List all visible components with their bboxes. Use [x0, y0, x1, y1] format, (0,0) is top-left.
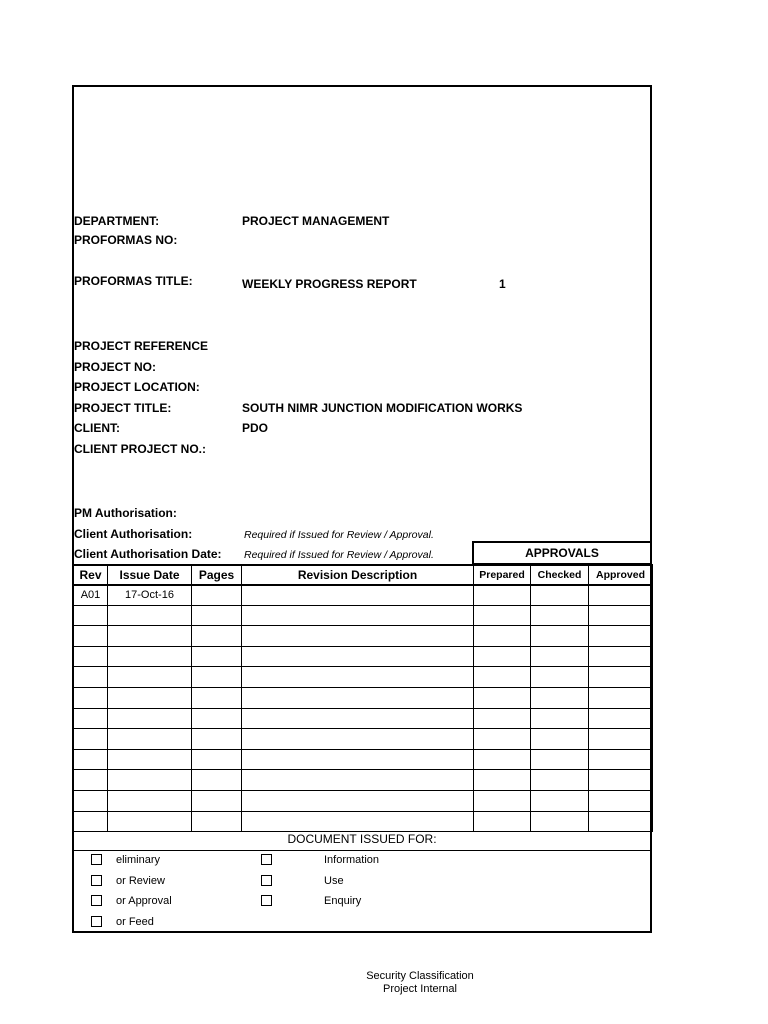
use-label: Use: [324, 875, 344, 887]
col-prepared-header: Prepared: [474, 565, 531, 585]
approvals-header: APPROVALS: [472, 541, 652, 564]
client-authorisation-date-label: Client Authorisation Date:: [74, 547, 222, 561]
issue-date-cell: [108, 729, 192, 750]
pages-cell: [192, 646, 242, 667]
checked-cell: [531, 729, 589, 750]
revision-description-cell: [242, 708, 474, 729]
pages-cell: [192, 729, 242, 750]
proformas-title-label: PROFORMAS TITLE:: [74, 274, 193, 288]
rev-cell: [74, 708, 108, 729]
rev-cell: A01: [74, 585, 108, 606]
rev-cell: [74, 729, 108, 750]
approved-cell: [589, 790, 653, 811]
checked-cell: [531, 708, 589, 729]
prepared-cell: [474, 667, 531, 688]
issue-date-cell: [108, 790, 192, 811]
table-row: [74, 667, 653, 688]
table-row: [74, 811, 653, 832]
issue-date-cell: [108, 749, 192, 770]
rev-cell: [74, 770, 108, 791]
pages-cell: [192, 687, 242, 708]
prepared-cell: [474, 749, 531, 770]
revision-description-cell: [242, 729, 474, 750]
rev-cell: [74, 667, 108, 688]
approved-cell: [589, 687, 653, 708]
project-title-value: SOUTH NIMR JUNCTION MODIFICATION WORKS: [242, 401, 523, 415]
col-issue-date-header: Issue Date: [108, 565, 192, 585]
revision-description-cell: [242, 811, 474, 832]
pages-cell: [192, 708, 242, 729]
pages-cell: [192, 790, 242, 811]
project-location-label: PROJECT LOCATION:: [74, 380, 200, 394]
col-pages-header: Pages: [192, 565, 242, 585]
prepared-cell: [474, 605, 531, 626]
checked-cell: [531, 770, 589, 791]
col-rev-header: Rev: [74, 565, 108, 585]
issue-date-cell: [108, 708, 192, 729]
for-review-label: or Review: [116, 875, 165, 887]
prepared-cell: [474, 790, 531, 811]
approved-cell: [589, 646, 653, 667]
client-authorisation-date-note: Required if Issued for Review / Approval.: [244, 549, 434, 561]
for-approval-label: or Approval: [116, 895, 172, 907]
issue-date-cell: 17-Oct-16: [108, 585, 192, 606]
prepared-cell: [474, 729, 531, 750]
prepared-cell: [474, 770, 531, 791]
pages-cell: [192, 770, 242, 791]
issue-date-cell: [108, 646, 192, 667]
pages-cell: [192, 749, 242, 770]
revision-description-cell: [242, 646, 474, 667]
approved-cell: [589, 729, 653, 750]
checked-cell: [531, 646, 589, 667]
revision-description-cell: [242, 585, 474, 606]
approved-cell: [589, 667, 653, 688]
approved-cell: [589, 605, 653, 626]
rev-cell: [74, 790, 108, 811]
for-feed-label: or Feed: [116, 916, 154, 928]
checked-cell: [531, 626, 589, 647]
table-row: [74, 687, 653, 708]
client-value: PDO: [242, 421, 269, 435]
checked-cell: [531, 811, 589, 832]
preliminary-checkbox[interactable]: [91, 854, 102, 865]
revision-description-cell: [242, 790, 474, 811]
pages-cell: [192, 626, 242, 647]
divider: [73, 850, 651, 851]
for-approval-checkbox[interactable]: [91, 895, 102, 906]
department-label: DEPARTMENT:: [74, 214, 160, 228]
department-value: PROJECT MANAGEMENT: [242, 214, 390, 228]
issue-date-cell: [108, 626, 192, 647]
rev-cell: [74, 646, 108, 667]
issue-date-cell: [108, 687, 192, 708]
checked-cell: [531, 790, 589, 811]
pages-cell: [192, 667, 242, 688]
client-authorisation-note: Required if Issued for Review / Approval.: [244, 529, 434, 541]
for-review-checkbox[interactable]: [91, 875, 102, 886]
checked-cell: [531, 667, 589, 688]
pages-cell: [192, 605, 242, 626]
revision-description-cell: [242, 605, 474, 626]
rev-cell: [74, 626, 108, 647]
issue-date-cell: [108, 605, 192, 626]
pages-cell: [192, 585, 242, 606]
checked-cell: [531, 749, 589, 770]
checked-cell: [531, 605, 589, 626]
col-checked-header: Checked: [531, 565, 589, 585]
preliminary-label: eliminary: [116, 854, 161, 866]
revision-description-cell: [242, 770, 474, 791]
rev-cell: [74, 749, 108, 770]
information-label: Information: [324, 854, 380, 866]
checked-cell: [531, 585, 589, 606]
table-row: [74, 749, 653, 770]
revision-description-cell: [242, 626, 474, 647]
security-classification-value: Project Internal: [383, 983, 457, 995]
prepared-cell: [474, 585, 531, 606]
enquiry-label: Enquiry: [324, 895, 362, 907]
revision-description-cell: [242, 687, 474, 708]
revision-table-header-row: [74, 565, 653, 585]
project-reference-label: PROJECT REFERENCE: [74, 339, 209, 353]
enquiry-checkbox[interactable]: [261, 895, 272, 906]
pages-cell: [192, 811, 242, 832]
rev-cell: [74, 605, 108, 626]
issue-date-cell: [108, 667, 192, 688]
approved-cell: [589, 811, 653, 832]
approved-cell: [589, 749, 653, 770]
prepared-cell: [474, 708, 531, 729]
proformas-title-value: WEEKLY PROGRESS REPORT: [242, 277, 417, 291]
for-feed-checkbox[interactable]: [91, 916, 102, 927]
table-row: [74, 626, 653, 647]
revision-table: [73, 564, 653, 832]
prepared-cell: [474, 646, 531, 667]
client-label: CLIENT:: [74, 421, 120, 435]
issue-date-cell: [108, 811, 192, 832]
client-project-no-label: CLIENT PROJECT NO.:: [74, 442, 207, 456]
table-row: [74, 770, 653, 791]
table-row: [74, 708, 653, 729]
revision-description-cell: [242, 749, 474, 770]
checked-cell: [531, 687, 589, 708]
approved-cell: [589, 585, 653, 606]
table-row: [74, 790, 653, 811]
rev-cell: [74, 811, 108, 832]
document-issued-for-title: DOCUMENT ISSUED FOR:: [287, 832, 437, 846]
issue-date-cell: [108, 770, 192, 791]
project-no-label: PROJECT NO:: [74, 360, 157, 374]
client-authorisation-label: Client Authorisation:: [74, 527, 193, 541]
security-classification-label: Security Classification: [366, 970, 474, 982]
approved-cell: [589, 770, 653, 791]
prepared-cell: [474, 687, 531, 708]
revision-description-cell: [242, 667, 474, 688]
table-row: [74, 729, 653, 750]
rev-cell: [74, 687, 108, 708]
prepared-cell: [474, 626, 531, 647]
table-row: [74, 605, 653, 626]
project-title-label: PROJECT TITLE:: [74, 401, 172, 415]
table-row: [74, 646, 653, 667]
pm-authorisation-label: PM Authorisation:: [74, 506, 177, 520]
proformas-title-number: 1: [499, 277, 506, 291]
table-row: [74, 585, 653, 606]
col-approved-header: Approved: [589, 565, 653, 585]
prepared-cell: [474, 811, 531, 832]
col-revision-description-header: Revision Description: [242, 565, 474, 585]
approved-cell: [589, 708, 653, 729]
proformas-no-label: PROFORMAS NO:: [74, 233, 178, 247]
approved-cell: [589, 626, 653, 647]
information-checkbox[interactable]: [261, 854, 272, 865]
use-checkbox[interactable]: [261, 875, 272, 886]
